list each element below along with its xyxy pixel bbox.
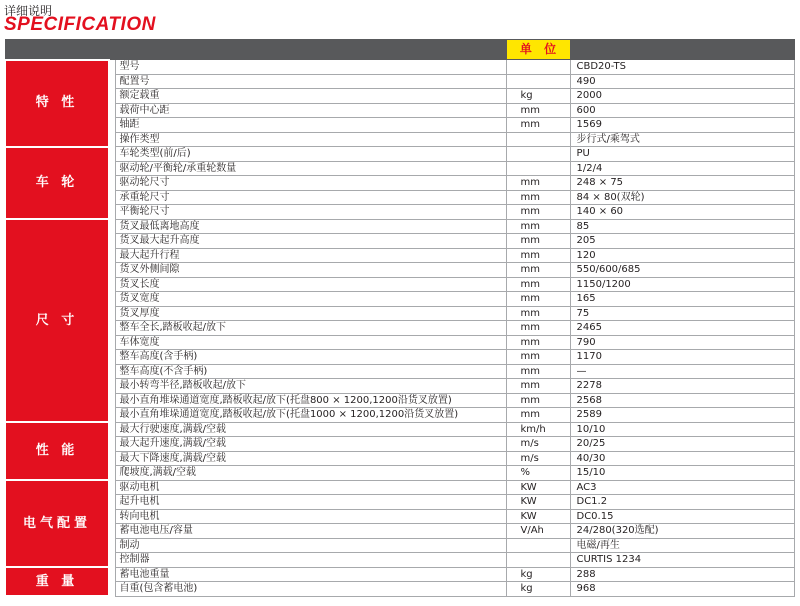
value-cell: 2589 [570,408,794,423]
unit-cell: kg [506,567,570,582]
item-cell: 型号 [115,60,506,75]
item-cell: 货叉宽度 [115,292,506,307]
unit-cell: mm [506,408,570,423]
table-row [5,147,794,162]
unit-cell: mm [506,263,570,278]
unit-column-header: 单 位 [506,40,570,60]
unit-cell: mm [506,234,570,249]
unit-cell: KW [506,480,570,495]
header-item-cell [115,40,506,60]
item-cell: 爬坡度,满载/空载 [115,466,506,481]
unit-cell [506,538,570,553]
value-cell: 1/2/4 [570,161,794,176]
unit-cell: % [506,466,570,481]
table-row [5,408,794,423]
item-cell: 起升电机 [115,495,506,510]
unit-cell: mm [506,306,570,321]
item-cell: 轴距 [115,118,506,133]
unit-cell: V/Ah [506,524,570,539]
table-row [5,335,794,350]
value-cell: 550/600/685 [570,263,794,278]
table-row [5,466,794,481]
item-cell: 货叉最大起升高度 [115,234,506,249]
unit-cell: kg [506,582,570,597]
item-cell: 整车高度(不含手柄) [115,364,506,379]
item-cell: 驱动电机 [115,480,506,495]
value-cell: PU [570,147,794,162]
unit-cell [506,74,570,89]
item-cell: 货叉厚度 [115,306,506,321]
unit-cell [506,161,570,176]
table-row [5,393,794,408]
unit-cell: mm [506,277,570,292]
item-cell: 整车高度(含手柄) [115,350,506,365]
item-cell: 整车全长,踏板收起/放下 [115,321,506,336]
value-cell: 步行式/乘驾式 [570,132,794,147]
unit-cell: mm [506,219,570,234]
table-row [5,553,794,568]
value-cell: 120 [570,248,794,263]
unit-cell: mm [506,364,570,379]
item-cell: 转向电机 [115,509,506,524]
unit-cell: km/h [506,422,570,437]
item-cell: 货叉长度 [115,277,506,292]
unit-cell: mm [506,103,570,118]
value-cell: 10/10 [570,422,794,437]
value-cell: CURTIS 1234 [570,553,794,568]
unit-cell [506,60,570,75]
item-cell: 配置号 [115,74,506,89]
table-row [5,292,794,307]
table-row [5,509,794,524]
unit-cell [506,553,570,568]
table-header-row [5,40,794,60]
table-row [5,263,794,278]
value-cell: 790 [570,335,794,350]
table-row [5,321,794,336]
unit-cell: mm [506,321,570,336]
item-cell: 载荷中心距 [115,103,506,118]
value-cell: 600 [570,103,794,118]
unit-cell: mm [506,118,570,133]
table-row [5,161,794,176]
unit-cell: m/s [506,451,570,466]
table-row [5,567,794,582]
unit-cell: mm [506,335,570,350]
table-row [5,132,794,147]
table-row [5,190,794,205]
unit-cell: KW [506,509,570,524]
table-row [5,495,794,510]
item-cell: 最大起升速度,满载/空载 [115,437,506,452]
value-cell: 248 × 75 [570,176,794,191]
value-cell: 75 [570,306,794,321]
value-cell: 968 [570,582,794,597]
unit-cell [506,147,570,162]
value-cell: 165 [570,292,794,307]
unit-cell: mm [506,379,570,394]
item-cell: 自重(包含蓄电池) [115,582,506,597]
item-cell: 最大起升行程 [115,248,506,263]
value-cell: 84 × 80(双轮) [570,190,794,205]
value-cell: 288 [570,567,794,582]
value-cell: 电磁/再生 [570,538,794,553]
item-cell: 驱动轮/平衡轮/承重轮数量 [115,161,506,176]
value-cell: 85 [570,219,794,234]
table-row [5,364,794,379]
value-cell: 490 [570,74,794,89]
table-row [5,103,794,118]
item-cell: 控制器 [115,553,506,568]
category-label: 尺 寸 [5,219,109,422]
unit-cell: mm [506,393,570,408]
item-cell: 操作类型 [115,132,506,147]
item-cell: 制动 [115,538,506,553]
table-row [5,451,794,466]
item-cell: 最大下降速度,满载/空载 [115,451,506,466]
table-row [5,538,794,553]
value-cell: AC3 [570,480,794,495]
item-cell: 承重轮尺寸 [115,190,506,205]
value-cell: CBD20-TS [570,60,794,75]
value-cell: 1150/1200 [570,277,794,292]
value-cell: 140 × 60 [570,205,794,220]
unit-cell: mm [506,292,570,307]
unit-cell: mm [506,190,570,205]
table-row [5,89,794,104]
unit-cell: m/s [506,437,570,452]
table-row [5,306,794,321]
value-cell: 40/30 [570,451,794,466]
table-row [5,176,794,191]
item-cell: 蓄电池电压/容量 [115,524,506,539]
item-cell: 货叉最低离地高度 [115,219,506,234]
unit-cell: mm [506,350,570,365]
page-title: SPECIFICATION [4,14,156,35]
table-row [5,277,794,292]
item-cell: 蓄电池重量 [115,567,506,582]
table-row [5,422,794,437]
table-row [5,582,794,597]
table-row [5,248,794,263]
category-label: 车 轮 [5,147,109,220]
item-cell: 货叉外侧间隙 [115,263,506,278]
value-cell: 24/280(320选配) [570,524,794,539]
table-row [5,205,794,220]
table-row [5,74,794,89]
item-cell: 额定载重 [115,89,506,104]
header-category-cell [5,40,109,60]
value-cell: DC1.2 [570,495,794,510]
value-cell: 2568 [570,393,794,408]
value-cell: — [570,364,794,379]
table-row [5,379,794,394]
unit-cell: mm [506,205,570,220]
value-cell: 2278 [570,379,794,394]
table-row [5,524,794,539]
table-row [5,234,794,249]
value-cell: 15/10 [570,466,794,481]
header-value-cell [570,40,794,60]
value-cell: 1170 [570,350,794,365]
category-label: 重 量 [5,567,109,596]
spec-table-body [5,40,794,597]
unit-cell: kg [506,89,570,104]
value-cell: 205 [570,234,794,249]
item-cell: 最小转弯半径,踏板收起/放下 [115,379,506,394]
item-cell: 车体宽度 [115,335,506,350]
item-cell: 最小直角堆垛通道宽度,踏板收起/放下(托盘1000 × 1200,1200沿货叉放置) [115,408,506,423]
item-cell: 驱动轮尺寸 [115,176,506,191]
table-row [5,350,794,365]
unit-cell: mm [506,176,570,191]
table-row [5,219,794,234]
spec-table [4,39,795,597]
value-cell: 2000 [570,89,794,104]
page-subtitle: 详细说明 [4,4,53,18]
unit-cell [506,132,570,147]
category-label: 性 能 [5,422,109,480]
table-row [5,118,794,133]
unit-cell: mm [506,248,570,263]
table-row [5,437,794,452]
unit-cell: KW [506,495,570,510]
item-cell: 最大行驶速度,满载/空载 [115,422,506,437]
value-cell: 2465 [570,321,794,336]
value-cell: 20/25 [570,437,794,452]
item-cell: 车轮类型(前/后) [115,147,506,162]
table-row [5,60,794,75]
value-cell: DC0.15 [570,509,794,524]
category-label: 特 性 [5,60,109,147]
item-cell: 平衡轮尺寸 [115,205,506,220]
value-cell: 1569 [570,118,794,133]
item-cell: 最小直角堆垛通道宽度,踏板收起/放下(托盘800 × 1200,1200沿货叉放置) [115,393,506,408]
table-row [5,480,794,495]
category-label: 电气配置 [5,480,109,567]
